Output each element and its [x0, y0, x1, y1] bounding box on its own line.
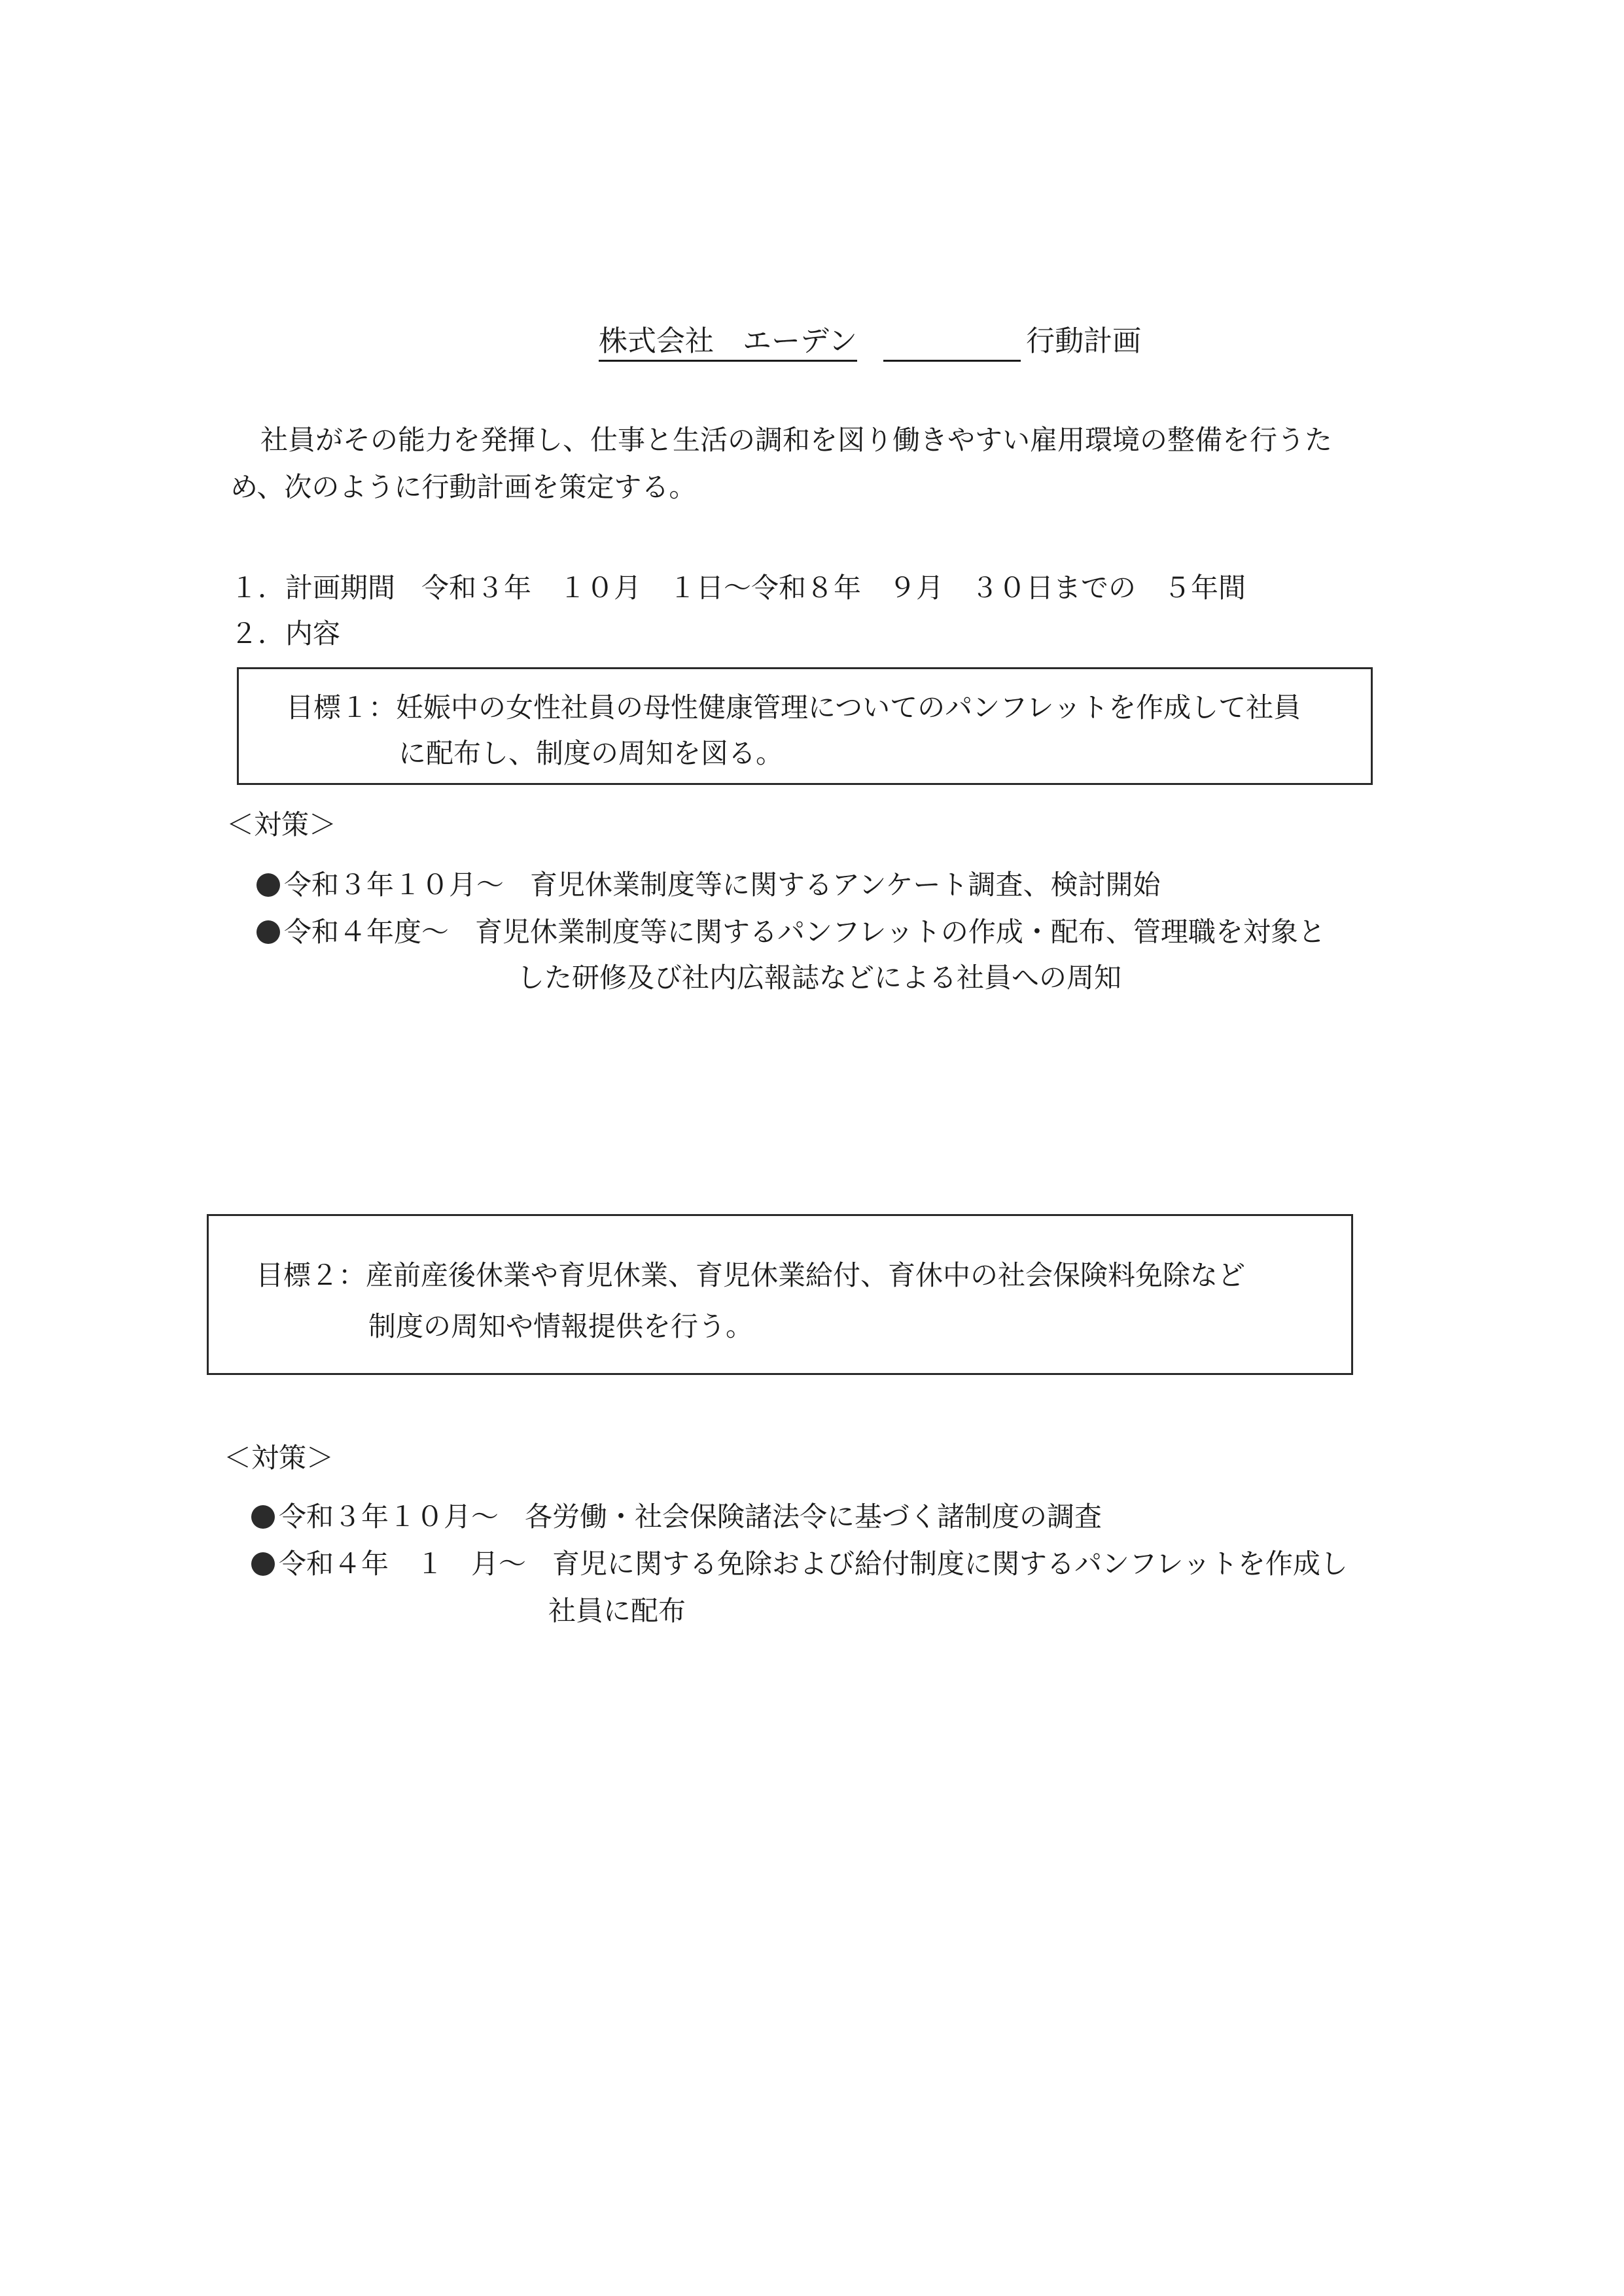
measure-text: 育児休業制度等に関するパンフレットの作成・配布、管理職を対象と	[475, 916, 1326, 948]
title-underline-gap	[883, 356, 1021, 362]
measure-period: 令和４年 １ 月～	[279, 1548, 527, 1580]
title-suffix: 行動計画	[1026, 324, 1142, 358]
goal-1-box	[237, 667, 1373, 785]
measure-text: 育児に関する免除および給付制度に関するパンフレットを作成し	[552, 1548, 1348, 1580]
measures-1-entry-1	[256, 871, 1161, 899]
goal-2-box	[207, 1214, 1353, 1375]
plan-period-text: 令和３年 １０月 １日～令和８年 ９月 ３０日までの ５年間	[421, 572, 1246, 604]
goal-2-line-2: 制度の周知や情報提供を行う。	[368, 1310, 754, 1342]
intro-line-2: め、次のように行動計画を策定する。	[230, 471, 697, 503]
item-contents	[230, 617, 341, 650]
document-title	[599, 324, 1142, 362]
bullet-dot-icon	[251, 1505, 275, 1529]
measure-period: 令和３年１０月～	[279, 1501, 499, 1533]
measures-2-heading: ＜対策＞	[224, 1442, 334, 1474]
measure-text: 各労働・社会保険諸法令に基づく諸制度の調査	[525, 1501, 1103, 1533]
item-number: ２．	[230, 617, 286, 650]
intro-line-1: 社員がその能力を発揮し、仕事と生活の調和を図り働きやすい雇用環境の整備を行うた	[260, 424, 1333, 456]
measures-2-entry-2	[251, 1550, 1348, 1578]
goal-1-line-2: に配布し、制度の周知を図る。	[398, 737, 784, 769]
item-label: 計画期間	[285, 572, 396, 604]
item-label: 内容	[285, 617, 341, 650]
measures-1-entry-2-line-2: した研修及び社内広報誌などによる社員への周知	[517, 962, 1122, 994]
company-name: 株式会社 エーデン	[599, 327, 857, 362]
goal-2-label: 目標２：	[256, 1259, 366, 1291]
goal-2-line-1	[256, 1259, 1246, 1291]
goal-1-label: 目標１：	[286, 691, 397, 723]
item-plan-period	[230, 574, 1246, 602]
measures-2-entry-2-line-2: 社員に配布	[548, 1595, 686, 1627]
goal-1-text-1: 妊娠中の女性社員の母性健康管理についてのパンフレットを作成して社員	[396, 691, 1301, 723]
item-number: １．	[230, 572, 286, 604]
bullet-dot-icon	[251, 1552, 275, 1576]
goal-1-line-1	[286, 691, 1301, 723]
measures-1-entry-2	[256, 918, 1326, 946]
measures-2-entry-1	[251, 1503, 1102, 1531]
bullet-dot-icon	[256, 873, 280, 897]
goal-2-text-1: 産前産後休業や育児休業、育児休業給付、育休中の社会保険料免除など	[366, 1259, 1246, 1291]
measure-period: 令和４年度～	[284, 916, 450, 948]
measures-1-heading: ＜対策＞	[226, 809, 337, 841]
measure-period: 令和３年１０月～	[284, 869, 504, 901]
bullet-dot-icon	[256, 920, 280, 944]
measure-text: 育児休業制度等に関するアンケート調査、検討開始	[530, 869, 1161, 901]
